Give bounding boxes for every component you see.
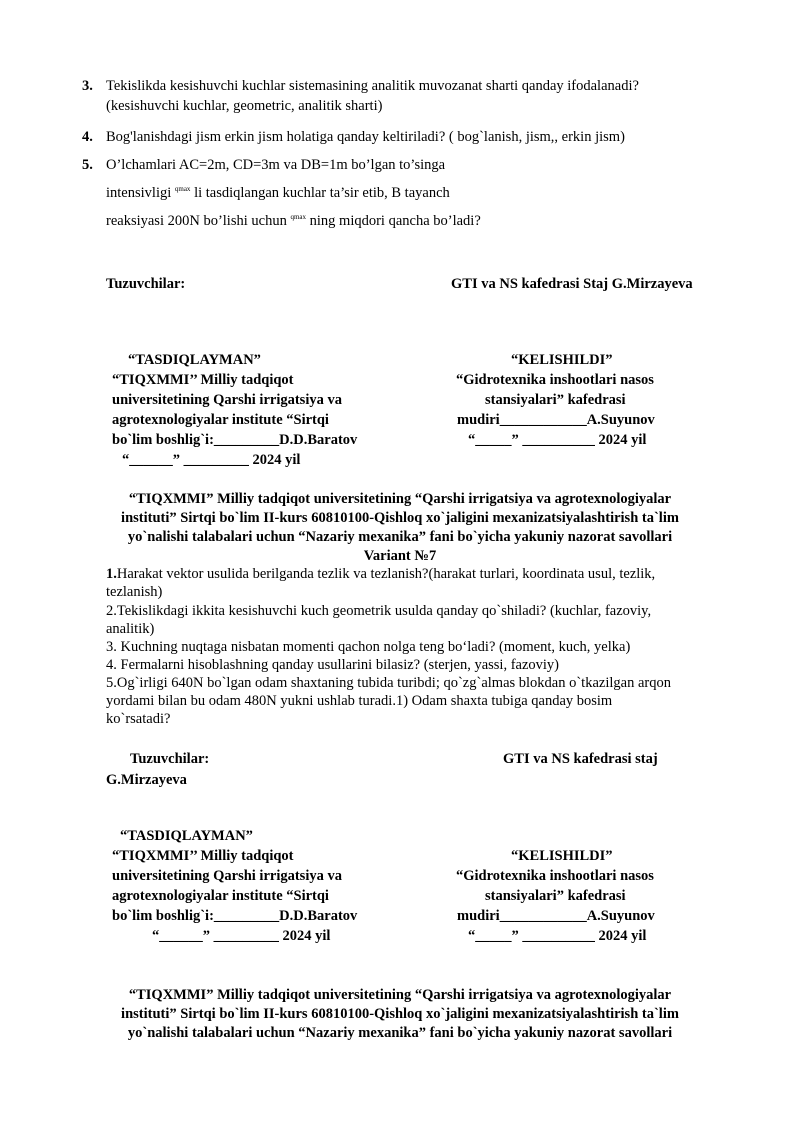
heading-line: “TIQXMMI” Milliy tadqiqot universitetining “Qarshi irrigatsiya va agrotexnologiyalar bbox=[128, 491, 672, 507]
compilers-name: G.Mirzayeva bbox=[106, 772, 187, 788]
agreed-date-line: “_____” __________ 2024 yil bbox=[468, 432, 647, 448]
approval-signature-line: bo`lim boshlig`i:_________D.D.Baratov bbox=[112, 908, 358, 924]
approval-date-line: “______” _________ 2024 yil bbox=[152, 928, 331, 944]
agreed-line: “Gidrotexnika inshootlari nasos bbox=[456, 372, 654, 388]
approval-line: universitetining Qarshi irrigatsiya va bbox=[112, 868, 342, 884]
heading-line: instituti” Sirtqi bo`lim II-kurs 60810100-Qishloq xo`jaligini mexanizatsiyalashtirish ta`lim bbox=[121, 510, 679, 526]
variant-question-5-cont: yordami bilan bu odam 480N yukni ushlab turadi.1) Odam shaxta tubiga qanday bosim bbox=[106, 693, 613, 709]
approval-signature-line: bo`lim boshlig`i:_________D.D.Baratov bbox=[112, 432, 358, 448]
approval-line: agrotexnologiyalar institute “Sirtqi bbox=[112, 888, 329, 904]
variant-question-5: 5.Og`irligi 640N bo`lgan odam shaxtaning tubida turibdi; qo`zg`almas blokdan o`tkazilgan arqon bbox=[106, 675, 671, 691]
agreed-line: stansiyalari” kafedrasi bbox=[485, 392, 626, 408]
approval-title: “TASDIQLAYMAN” bbox=[128, 352, 261, 368]
question-4-text: Bog'lanishdagi jism erkin jism holatiga qanday keltiriladi? ( bog`lanish, jism,, erkin jism) bbox=[106, 129, 625, 145]
variant-question-1: 1.Harakat vektor usulida berilganda tezlik va tezlanish?(harakat turlari, koordinata usul, tezlik, bbox=[106, 566, 656, 582]
variant-question-2-cont: analitik) bbox=[106, 621, 155, 637]
variant-question-1-cont: tezlanish) bbox=[106, 584, 163, 600]
question-5-line-3: reaksiyasi 200N bo’lishi uchun $^{qmax}$ ning miqdori qancha bo’ladi? bbox=[106, 213, 481, 229]
question-4-number: 4. bbox=[82, 129, 93, 145]
qmax-symbol: qmax bbox=[290, 213, 307, 221]
question-5-line-1: O’lchamlari AC=2m, CD=3m va DB=1m bo’lgan to’singa bbox=[106, 157, 446, 173]
agreed-signature-line: mudiri____________A.Suyunov bbox=[457, 908, 655, 924]
exam-heading bbox=[60, 986, 740, 1043]
heading-line: instituti” Sirtqi bo`lim II-kurs 60810100-Qishloq xo`jaligini mexanizatsiyalashtirish ta`lim bbox=[121, 1006, 679, 1022]
compilers-label: Tuzuvchilar: bbox=[130, 751, 210, 767]
variant-question-2: 2.Tekislikdagi ikkita kesishuvchi kuch geometrik usulda qanday qo`shiladi? (kuchlar, fazoviy, bbox=[106, 603, 652, 619]
question-3-text: Tekislikda kesishuvchi kuchlar sistemasining analitik muvozanat sharti qanday ifodalanadi? bbox=[106, 78, 639, 94]
approval-date-line: “______” _________ 2024 yil bbox=[122, 452, 301, 468]
compilers-department: GTI va NS kafedrasi Staj G.Mirzayeva bbox=[451, 276, 693, 292]
heading-line: yo`nalishi talabalari uchun “Nazariy mexanika” fani bo`yicha yakuniy nazorat savollari bbox=[127, 1025, 673, 1041]
question-5-line-2: intensivligi $^{qmax}$ li tasdiqlangan kuchlar ta’sir etib, B tayanch bbox=[106, 185, 450, 201]
approval-line: “TIQXMMI’’ Milliy tadqiqot bbox=[112, 848, 294, 864]
approval-line: agrotexnologiyalar institute “Sirtqi bbox=[112, 412, 329, 428]
exam-heading bbox=[60, 490, 740, 566]
agreed-line: “Gidrotexnika inshootlari nasos bbox=[456, 868, 654, 884]
heading-line: “TIQXMMI” Milliy tadqiqot universitetining “Qarshi irrigatsiya va agrotexnologiyalar bbox=[128, 987, 672, 1003]
question-3-hint: (kesishuvchi kuchlar, geometric, analitik sharti) bbox=[106, 98, 383, 114]
agreed-date-line: “_____” __________ 2024 yil bbox=[468, 928, 647, 944]
qmax-symbol: qmax bbox=[174, 185, 191, 193]
heading-line: yo`nalishi talabalari uchun “Nazariy mexanika” fani bo`yicha yakuniy nazorat savollari bbox=[127, 529, 673, 545]
agreed-title: “KELISHILDI” bbox=[511, 848, 613, 864]
agreed-title: “KELISHILDI” bbox=[511, 352, 613, 368]
approval-line: “TIQXMMI’’ Milliy tadqiqot bbox=[112, 372, 294, 388]
variant-question-5-cont: ko`rsatadi? bbox=[106, 711, 171, 727]
variant-question-4: 4. Fermalarni hisoblashning qanday usullarini bilasiz? (sterjen, yassi, fazoviy) bbox=[106, 657, 560, 673]
variant-label: Variant №7 bbox=[363, 548, 437, 564]
agreed-signature-line: mudiri____________A.Suyunov bbox=[457, 412, 655, 428]
compilers-label: Tuzuvchilar: bbox=[106, 276, 186, 292]
question-5-number: 5. bbox=[82, 157, 93, 173]
question-3-number: 3. bbox=[82, 78, 93, 94]
variant-question-3: 3. Kuchning nuqtaga nisbatan momenti qachon nolga teng bo‘ladi? (moment, kuch, yelka) bbox=[106, 639, 631, 655]
agreed-line: stansiyalari” kafedrasi bbox=[485, 888, 626, 904]
approval-line: universitetining Qarshi irrigatsiya va bbox=[112, 392, 342, 408]
compilers-department: GTI va NS kafedrasi staj bbox=[503, 751, 658, 767]
approval-title: “TASDIQLAYMAN” bbox=[120, 828, 253, 844]
